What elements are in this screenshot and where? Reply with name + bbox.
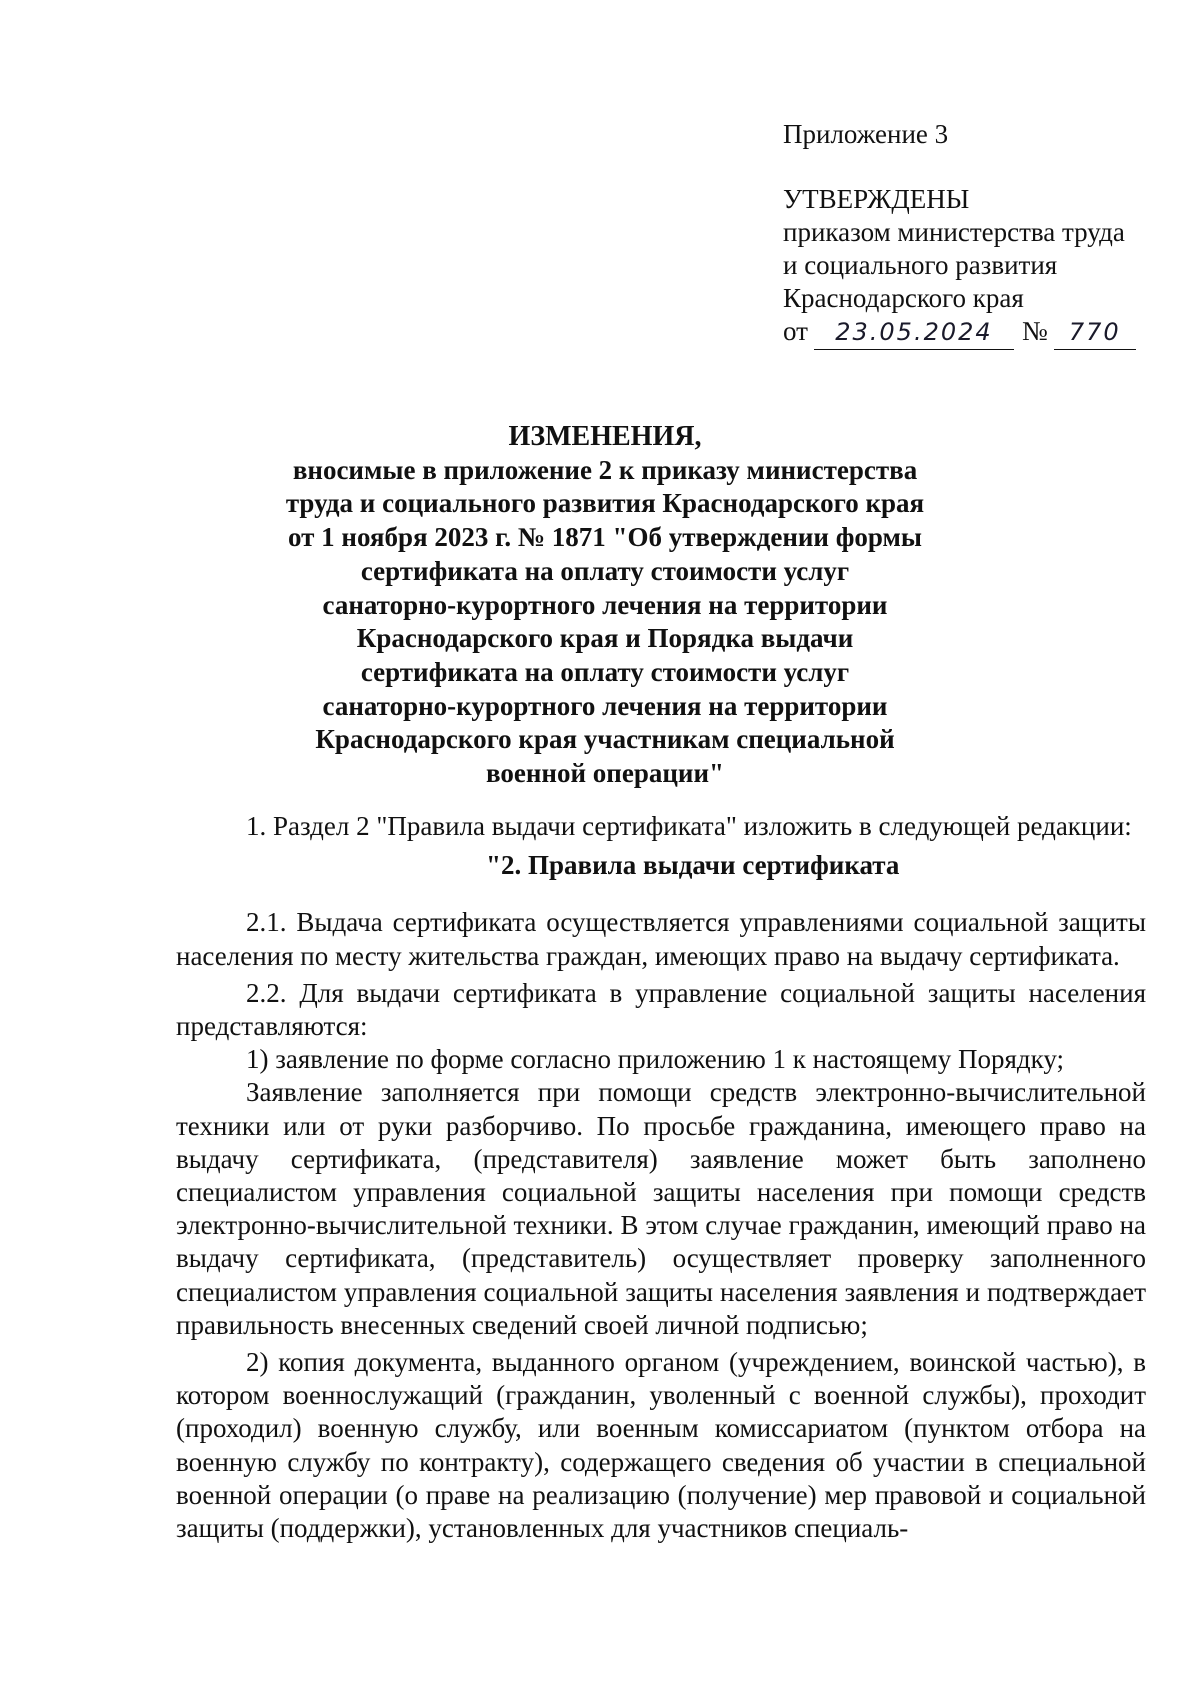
heading-line: санаторно-курортного лечения на территории xyxy=(322,690,888,721)
handwritten-number: 770 xyxy=(1054,316,1136,350)
paragraph-2-2: 2.2. Для выдачи сертификата в управление социальной защиты населения представляются: xyxy=(176,977,1146,1042)
approval-block xyxy=(783,183,1163,350)
list-item-1: 1) заявление по форме согласно приложению 1 к настоящему Порядку; xyxy=(246,1044,1065,1075)
section-title: "2. Правила выдачи сертификата xyxy=(486,850,900,881)
heading-line: санаторно-курортного лечения на территории xyxy=(322,589,888,620)
order-date-row xyxy=(783,315,1163,350)
approved-by-line-1: приказом министерства труда xyxy=(783,217,1125,247)
document-heading xyxy=(220,420,990,791)
list-item-2: 2) копия документа, выданного органом (учреждением, воинской частью), в котором военнослужащий (гражданин, уволенный с военной службы), проходит (проходил) военную службу, или военным комиссариатом (пунктом отбора на военную службу по контракту), содержащего сведения об участии в специальной военной операции (о праве на реализацию (получение) мер правовой и социальной защиты (поддержки), установленных для участников специаль- xyxy=(176,1347,1146,1544)
approved-by-line-3: Краснодарского края xyxy=(783,283,1024,313)
heading-line: от 1 ноября 2023 г. № 1871 "Об утверждении формы xyxy=(287,522,922,553)
heading-line: Краснодарского края участникам специальной xyxy=(315,724,895,755)
heading-title: ИЗМЕНЕНИЯ, xyxy=(508,421,702,452)
number-sign: № xyxy=(1021,316,1048,346)
heading-line: военной операции" xyxy=(485,758,725,789)
approved-label: УТВЕРЖДЕНЫ xyxy=(783,184,970,214)
heading-line: Краснодарского края и Порядка выдачи xyxy=(356,623,854,654)
heading-line: вносимые в приложение 2 к приказу министерства xyxy=(292,454,918,485)
approved-by-line-2: и социального развития xyxy=(783,250,1058,280)
document-body xyxy=(176,810,1146,1545)
paragraph-2-1: 2.1. Выдача сертификата осуществляется управлениями социальной защиты населения по месту жительства граждан, имеющих право на выдачу сертификата. xyxy=(176,907,1146,971)
appendix-label: Приложение 3 xyxy=(783,119,949,149)
paragraph-1: 1. Раздел 2 "Правила выдачи сертификата" изложить в следующей редакции: xyxy=(246,811,1132,841)
heading-line: сертификата на оплату стоимости услуг xyxy=(360,656,850,687)
heading-line: сертификата на оплату стоимости услуг xyxy=(360,555,850,586)
handwritten-date: 23.05.2024 xyxy=(814,316,1014,350)
date-prefix: от xyxy=(783,316,808,346)
heading-line: труда и социального развития Краснодарского края xyxy=(285,488,925,519)
list-item-1-note: Заявление заполняется при помощи средств электронно-вычислительной техники или от руки разборчиво. По просьбе гражданина, имеющего право на выдачу сертификата, (представителя) заявление может быть заполнено специалистом управления социальной защиты населения при помощи средств электронно-вычислительной техники. В этом случае гражданин, имеющий право на выдачу сертификата, (представитель) осуществляет проверку заполненного специалистом управления социальной защиты населения заявления и подтверждает правильность внесенных сведений своей личной подписью; xyxy=(176,1077,1146,1340)
